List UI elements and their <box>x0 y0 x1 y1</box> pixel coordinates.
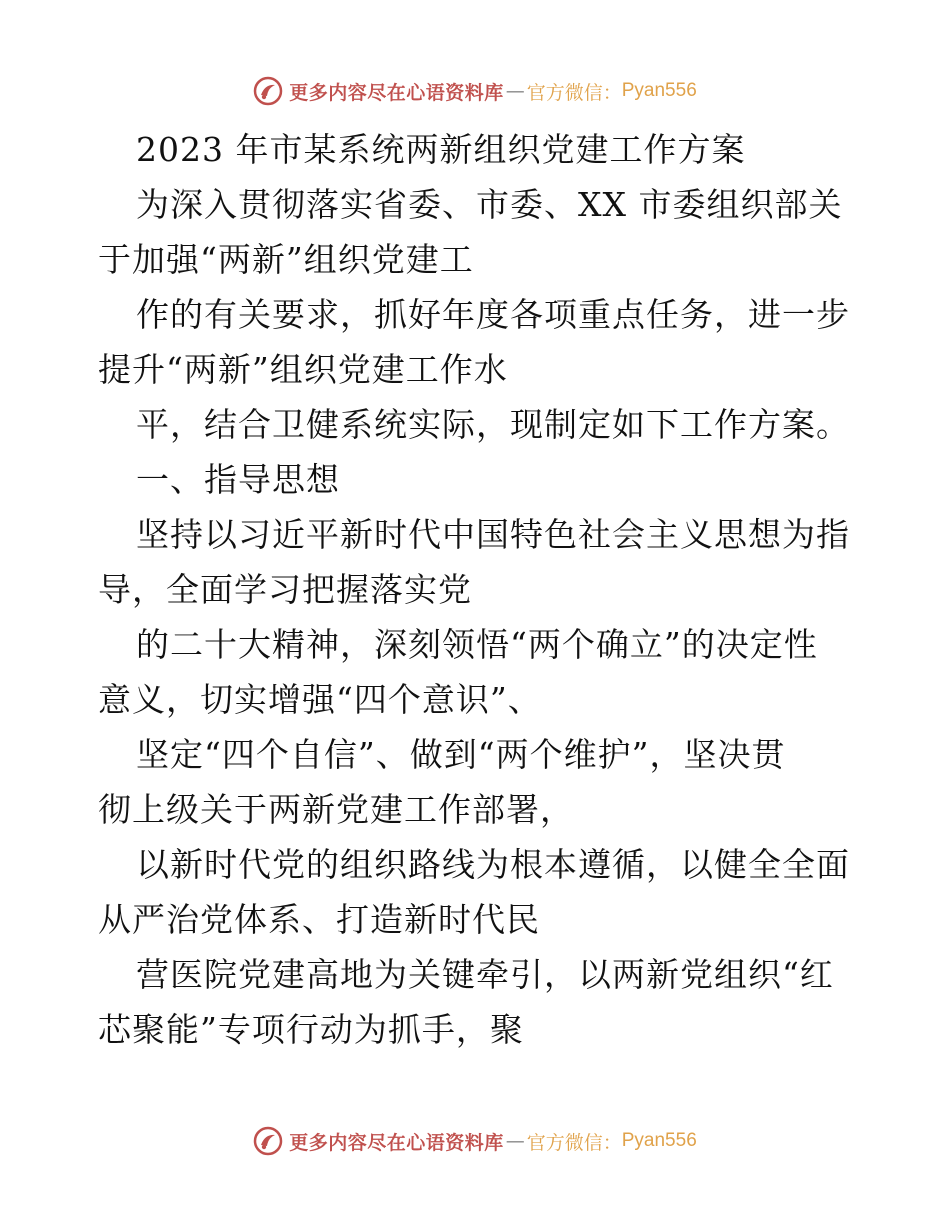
banner-separator: — <box>505 80 525 102</box>
text-line: 为深入贯彻落实省委、市委、XX 市委组织部关 <box>136 185 843 224</box>
banner-wechat-id: Pyan556 <box>621 1130 697 1151</box>
text-line: 一、指导思想 <box>136 460 340 499</box>
banner-title: 更多内容尽在心语资料库 <box>289 81 504 104</box>
text-line: 于加强“两新”组织党建工 <box>98 240 474 279</box>
footer-banner <box>0 1121 950 1161</box>
text-line: 平，结合卫健系统实际，现制定如下工作方案。 <box>136 405 850 444</box>
banner-title: 更多内容尽在心语资料库 <box>289 1131 504 1154</box>
text-line: 提升“两新”组织党建工作水 <box>98 350 508 389</box>
banner-separator: — <box>505 1130 525 1152</box>
banner-wechat-label: 官方微信： <box>526 1131 622 1154</box>
text-line: 芯聚能”专项行动为抓手，聚 <box>98 1010 524 1049</box>
text-line: 彻上级关于两新党建工作部署， <box>98 790 574 829</box>
red-swirl-logo-icon <box>253 1126 283 1156</box>
banner-wechat-label: 官方微信： <box>526 81 622 104</box>
document-body <box>98 122 858 1057</box>
text-line: 营医院党建高地为关键牵引，以两新党组织“红 <box>136 955 834 994</box>
text-line: 意义，切实增强“四个意识”、 <box>98 680 542 719</box>
text-line: 2023 年市某系统两新组织党建工作方案 <box>136 130 746 169</box>
text-line: 导，全面学习把握落实党 <box>98 570 472 609</box>
text-line: 作的有关要求，抓好年度各项重点任务，进一步 <box>136 295 850 334</box>
red-swirl-logo-icon <box>253 76 283 106</box>
text-line: 以新时代党的组织路线为根本遵循，以健全全面 <box>136 845 850 884</box>
banner-wechat-id: Pyan556 <box>621 80 697 101</box>
text-line: 的二十大精神，深刻领悟“两个确立”的决定性 <box>136 625 818 664</box>
text-line: 坚持以习近平新时代中国特色社会主义思想为指 <box>136 515 850 554</box>
header-banner <box>0 71 950 111</box>
text-line: 坚定“四个自信”、做到“两个维护”，坚决贯 <box>136 735 786 774</box>
text-line: 从严治党体系、打造新时代民 <box>98 900 540 939</box>
